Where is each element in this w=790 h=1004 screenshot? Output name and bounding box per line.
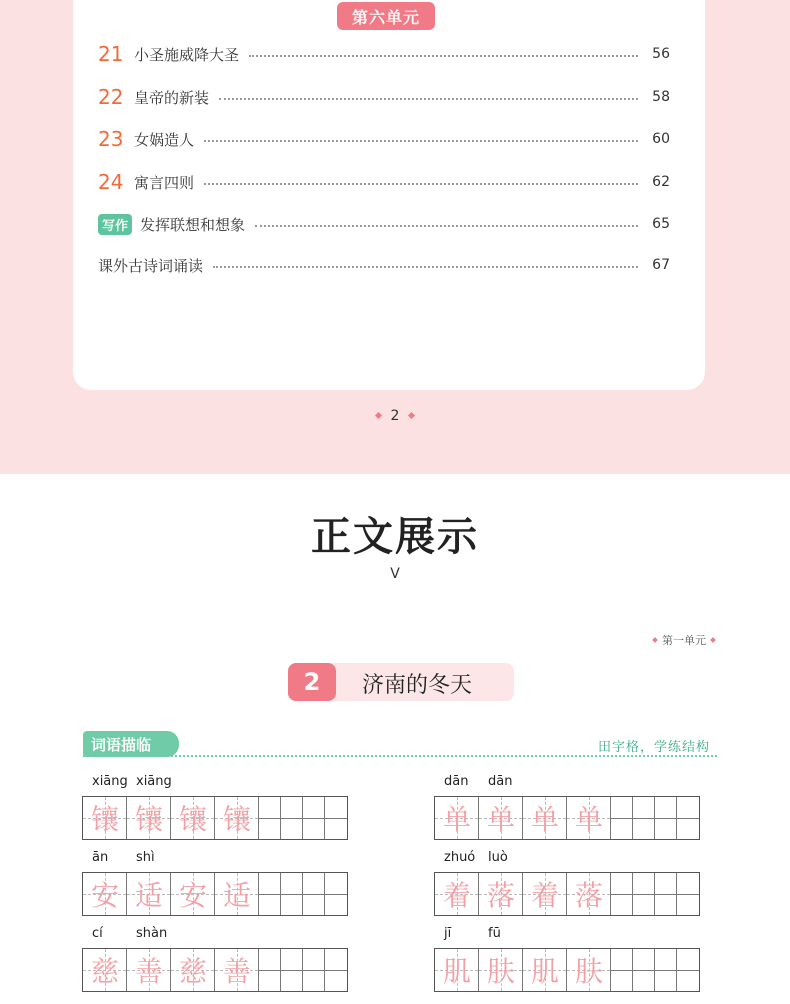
pinyin-label: shì: [136, 850, 155, 865]
toc-item-extra[interactable]: [98, 252, 670, 278]
grid-cell[interactable]: [83, 949, 127, 991]
pinyin-label: xiāng: [136, 774, 172, 789]
writing-grid: [434, 948, 700, 992]
trace-character: 安: [178, 879, 207, 912]
grid-midline: [655, 894, 676, 895]
showcase-heading-wrap: [0, 505, 790, 562]
lesson-header: [288, 663, 514, 701]
grid-cell[interactable]: [83, 873, 127, 915]
grid-cell[interactable]: [479, 873, 523, 915]
toc-background: [0, 0, 790, 474]
grid-midline: [677, 970, 699, 971]
trace-character: 安: [90, 879, 119, 912]
trace-character: 肌: [530, 955, 559, 988]
toc-item-page: 56: [652, 46, 670, 62]
diamond-icon: [652, 637, 658, 643]
empty-grid-cell[interactable]: [281, 949, 303, 991]
toc-item-title: 小圣施威降大圣: [134, 45, 240, 64]
trace-character: 肌: [442, 955, 471, 988]
empty-grid-cell[interactable]: [677, 949, 699, 991]
grid-cell[interactable]: [567, 797, 611, 839]
grid-cell[interactable]: [171, 949, 215, 991]
grid-midline: [281, 970, 302, 971]
toc-leader-dots: [219, 98, 638, 100]
grid-midline: [611, 818, 632, 819]
pinyin-label: ān: [92, 850, 109, 865]
trace-character: 单: [574, 803, 603, 836]
grid-midline: [303, 818, 324, 819]
trace-character: 慈: [90, 955, 119, 988]
toc-leader-dots: [204, 183, 638, 185]
grid-cell[interactable]: [435, 873, 479, 915]
empty-grid-cell[interactable]: [259, 949, 281, 991]
grid-cell[interactable]: [435, 949, 479, 991]
diamond-icon: [408, 412, 415, 419]
empty-grid-cell[interactable]: [655, 873, 677, 915]
grid-midline: [655, 970, 676, 971]
grid-cell[interactable]: [171, 797, 215, 839]
writing-grid: [82, 796, 348, 840]
empty-grid-cell[interactable]: [633, 873, 655, 915]
trace-character: 肤: [574, 955, 603, 988]
trace-character: 慈: [178, 955, 207, 988]
grid-cell[interactable]: [215, 949, 259, 991]
pinyin-label: shàn: [136, 926, 168, 941]
writing-grid: [434, 872, 700, 916]
grid-cell[interactable]: [215, 873, 259, 915]
pinyin-label: cí: [92, 926, 103, 941]
unit-tag: [648, 632, 720, 648]
grid-midline: [655, 818, 676, 819]
trace-character: 镶: [178, 803, 207, 836]
trace-character: 落: [574, 879, 603, 912]
grid-midline: [259, 818, 280, 819]
empty-grid-cell[interactable]: [633, 797, 655, 839]
grid-cell[interactable]: [523, 949, 567, 991]
empty-grid-cell[interactable]: [611, 873, 633, 915]
pinyin-label: jī: [444, 926, 452, 941]
empty-grid-cell[interactable]: [303, 949, 325, 991]
toc-item[interactable]: [98, 126, 670, 152]
toc-item-page: 58: [652, 89, 670, 105]
trace-character: 单: [442, 803, 471, 836]
trace-character: 着: [442, 879, 471, 912]
page-number: [0, 408, 790, 424]
trace-character: 善: [134, 955, 163, 988]
grid-cell[interactable]: [171, 873, 215, 915]
toc-item-title: 女娲造人: [134, 130, 195, 149]
empty-grid-cell[interactable]: [677, 797, 699, 839]
trace-character: 镶: [222, 803, 251, 836]
grid-cell[interactable]: [83, 797, 127, 839]
empty-grid-cell[interactable]: [611, 797, 633, 839]
trace-character: 镶: [134, 803, 163, 836]
toc-item[interactable]: [98, 84, 670, 110]
grid-cell[interactable]: [523, 797, 567, 839]
pinyin-label: zhuó: [444, 850, 476, 865]
empty-grid-cell[interactable]: [259, 873, 281, 915]
toc-item-number: 23: [98, 127, 124, 151]
grid-cell[interactable]: [567, 873, 611, 915]
trace-character: 适: [222, 879, 251, 912]
pinyin-label: fū: [488, 926, 501, 941]
writing-grid: [82, 948, 348, 992]
trace-character: 单: [486, 803, 515, 836]
empty-grid-cell[interactable]: [303, 873, 325, 915]
showcase-heading: [303, 505, 487, 562]
empty-grid-cell[interactable]: [259, 797, 281, 839]
toc-item[interactable]: [98, 41, 670, 67]
empty-grid-cell[interactable]: [303, 797, 325, 839]
grid-midline: [611, 970, 632, 971]
toc-item-number: 24: [98, 170, 124, 194]
grid-cell[interactable]: [479, 797, 523, 839]
pinyin-label: dān: [444, 774, 469, 789]
grid-midline: [633, 970, 654, 971]
page-number-text: 2: [390, 408, 400, 424]
grid-midline: [303, 894, 324, 895]
grid-midline: [281, 818, 302, 819]
empty-grid-cell[interactable]: [655, 797, 677, 839]
grid-midline: [633, 818, 654, 819]
toc-item-page: 65: [652, 216, 670, 232]
toc-item-number: 21: [98, 42, 124, 66]
grid-cell[interactable]: [127, 873, 171, 915]
toc-leader-dots: [249, 55, 638, 57]
toc-item-title: 课外古诗词诵读: [98, 256, 204, 275]
toc-item-title: 发挥联想和想象: [140, 215, 246, 234]
empty-grid-cell[interactable]: [281, 797, 303, 839]
toc-item-title: 寓言四则: [134, 173, 195, 192]
grid-midline: [677, 818, 699, 819]
empty-grid-cell[interactable]: [281, 873, 303, 915]
grid-cell[interactable]: [479, 949, 523, 991]
pinyin-label: xiāng: [92, 774, 128, 789]
empty-grid-cell[interactable]: [325, 949, 347, 991]
toc-item-number: 22: [98, 85, 124, 109]
trace-character: 着: [530, 879, 559, 912]
lesson-number: 2: [288, 663, 336, 701]
grid-midline: [259, 970, 280, 971]
writing-grid: [434, 796, 700, 840]
toc-leader-dots: [213, 266, 638, 268]
writing-grid: [82, 872, 348, 916]
diamond-icon: [374, 412, 381, 419]
grid-cell[interactable]: [127, 949, 171, 991]
trace-character: 镶: [90, 803, 119, 836]
trace-character: 适: [134, 879, 163, 912]
empty-grid-cell[interactable]: [655, 949, 677, 991]
trace-character: 善: [222, 955, 251, 988]
grid-cell[interactable]: [127, 797, 171, 839]
toc-item-page: 60: [652, 131, 670, 147]
showcase-heading-text: 正文展示: [311, 514, 479, 560]
pinyin-label: dān: [488, 774, 513, 789]
trace-character: 单: [530, 803, 559, 836]
section-divider: [83, 755, 717, 757]
empty-grid-cell[interactable]: [633, 949, 655, 991]
writing-tag: 写作: [98, 214, 132, 235]
toc-item-page: 67: [652, 257, 670, 273]
empty-grid-cell[interactable]: [611, 949, 633, 991]
diamond-icon: [710, 637, 716, 643]
toc-leader-dots: [255, 225, 638, 227]
grid-midline: [325, 894, 347, 895]
unit-badge: 第六单元: [337, 2, 435, 30]
unit-tag-text: 第一单元: [662, 634, 706, 647]
section-label: 词语描临: [83, 731, 179, 757]
grid-midline: [325, 818, 347, 819]
grid-cell[interactable]: [567, 949, 611, 991]
grid-midline: [677, 894, 699, 895]
grid-cell[interactable]: [523, 873, 567, 915]
trace-character: 落: [486, 879, 515, 912]
grid-cell[interactable]: [435, 797, 479, 839]
pinyin-label: luò: [488, 850, 508, 865]
chevron-down-icon: V: [390, 566, 400, 582]
toc-leader-dots: [204, 140, 638, 142]
grid-midline: [633, 894, 654, 895]
toc-item-page: 62: [652, 174, 670, 190]
trace-character: 肤: [486, 955, 515, 988]
toc-item-title: 皇帝的新装: [134, 88, 210, 107]
toc-item[interactable]: [98, 169, 670, 195]
grid-midline: [281, 894, 302, 895]
empty-grid-cell[interactable]: [677, 873, 699, 915]
grid-midline: [259, 894, 280, 895]
grid-cell[interactable]: [215, 797, 259, 839]
empty-grid-cell[interactable]: [325, 797, 347, 839]
grid-midline: [303, 970, 324, 971]
grid-midline: [325, 970, 347, 971]
lesson-title: 济南的冬天: [362, 673, 473, 698]
empty-grid-cell[interactable]: [325, 873, 347, 915]
toc-item-writing[interactable]: [98, 211, 670, 237]
section-hint: 田字格，学练结构: [597, 740, 710, 755]
grid-midline: [611, 894, 632, 895]
